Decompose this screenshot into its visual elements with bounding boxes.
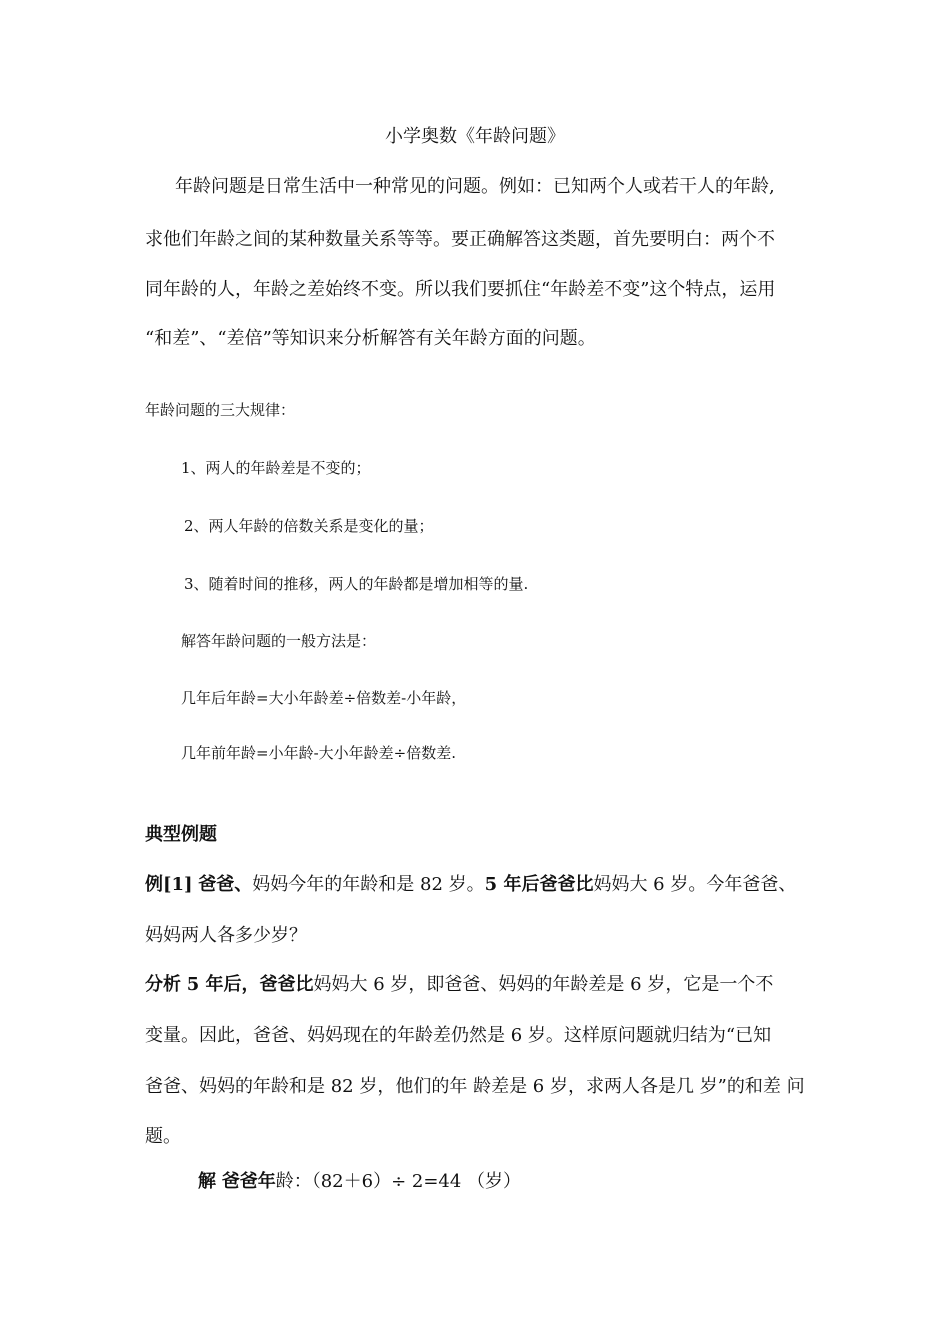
example-1-line-1 (145, 873, 796, 897)
solution-text: 龄：（82＋6）÷ 2=44 （岁） (275, 1171, 522, 1192)
solution-bold: 爸爸年 (221, 1171, 276, 1192)
page-title: 小学奥数《年龄问题》 (385, 126, 565, 147)
analysis-text: 妈妈大 6 岁，即爸爸、妈妈的年龄差是 6 岁，它是一个不 (313, 974, 774, 995)
analysis-label: 分析 (145, 974, 181, 995)
intro-line-2: 求他们年龄之间的某种数量关系等等。要正确解答这类题，首先要明白：两个不 (145, 229, 775, 250)
intro-line-3: 同年龄的人，年龄之差始终不变。所以我们要抓住“年龄差不变”这个特点，运用 (145, 279, 776, 300)
analysis-line-1 (145, 973, 773, 997)
method-formula-1: 几年后年龄=大小年龄差÷倍数差-小年龄， (181, 689, 467, 707)
solution-line (198, 1170, 521, 1194)
analysis-line-2: 变量。因此，爸爸、妈妈现在的年龄差仍然是 6 岁。这样原问题就归结为“已知 (145, 1025, 772, 1046)
rule-item-1: 1、两人的年龄差是不变的； (181, 459, 371, 477)
example-1-text-b: 妈妈大 6 岁。今年爸爸、 (593, 874, 797, 895)
rules-heading: 年龄问题的三大规律： (145, 401, 296, 419)
rule-item-3: 3、随着时间的推移，两人的年龄都是增加相等的量. (184, 575, 529, 593)
method-formula-2: 几年前年龄=小年龄-大小年龄差÷倍数差. (181, 744, 456, 762)
example-1-bold-a: 爸爸、 (198, 874, 253, 895)
analysis-bold: 5 年后，爸爸比 (186, 974, 314, 995)
intro-line-4: “和差”、“差倍”等知识来分析解答有关年龄方面的问题。 (145, 328, 596, 349)
example-1-label: 例[1] (145, 874, 193, 895)
analysis-line-4: 题。 (145, 1126, 181, 1147)
example-1-line-2: 妈妈两人各多少岁？ (145, 925, 307, 946)
example-1-text-a: 妈妈今年的年龄和是 82 岁。 (252, 874, 485, 895)
solution-label: 解 (198, 1171, 216, 1192)
method-heading: 解答年龄问题的一般方法是： (181, 632, 377, 650)
examples-heading: 典型例题 (145, 824, 217, 845)
analysis-line-3: 爸爸、妈妈的年龄和是 82 岁，他们的年 龄差是 6 岁，求两人各是几 岁”的和差 问 (145, 1076, 805, 1097)
intro-line-1: 年龄问题是日常生活中一种常见的问题。例如：已知两个人或若干人的年龄, (175, 176, 775, 197)
rule-item-2: 2、两人年龄的倍数关系是变化的量； (184, 517, 434, 535)
example-1-bold-b: 5 年后爸爸比 (484, 874, 594, 895)
